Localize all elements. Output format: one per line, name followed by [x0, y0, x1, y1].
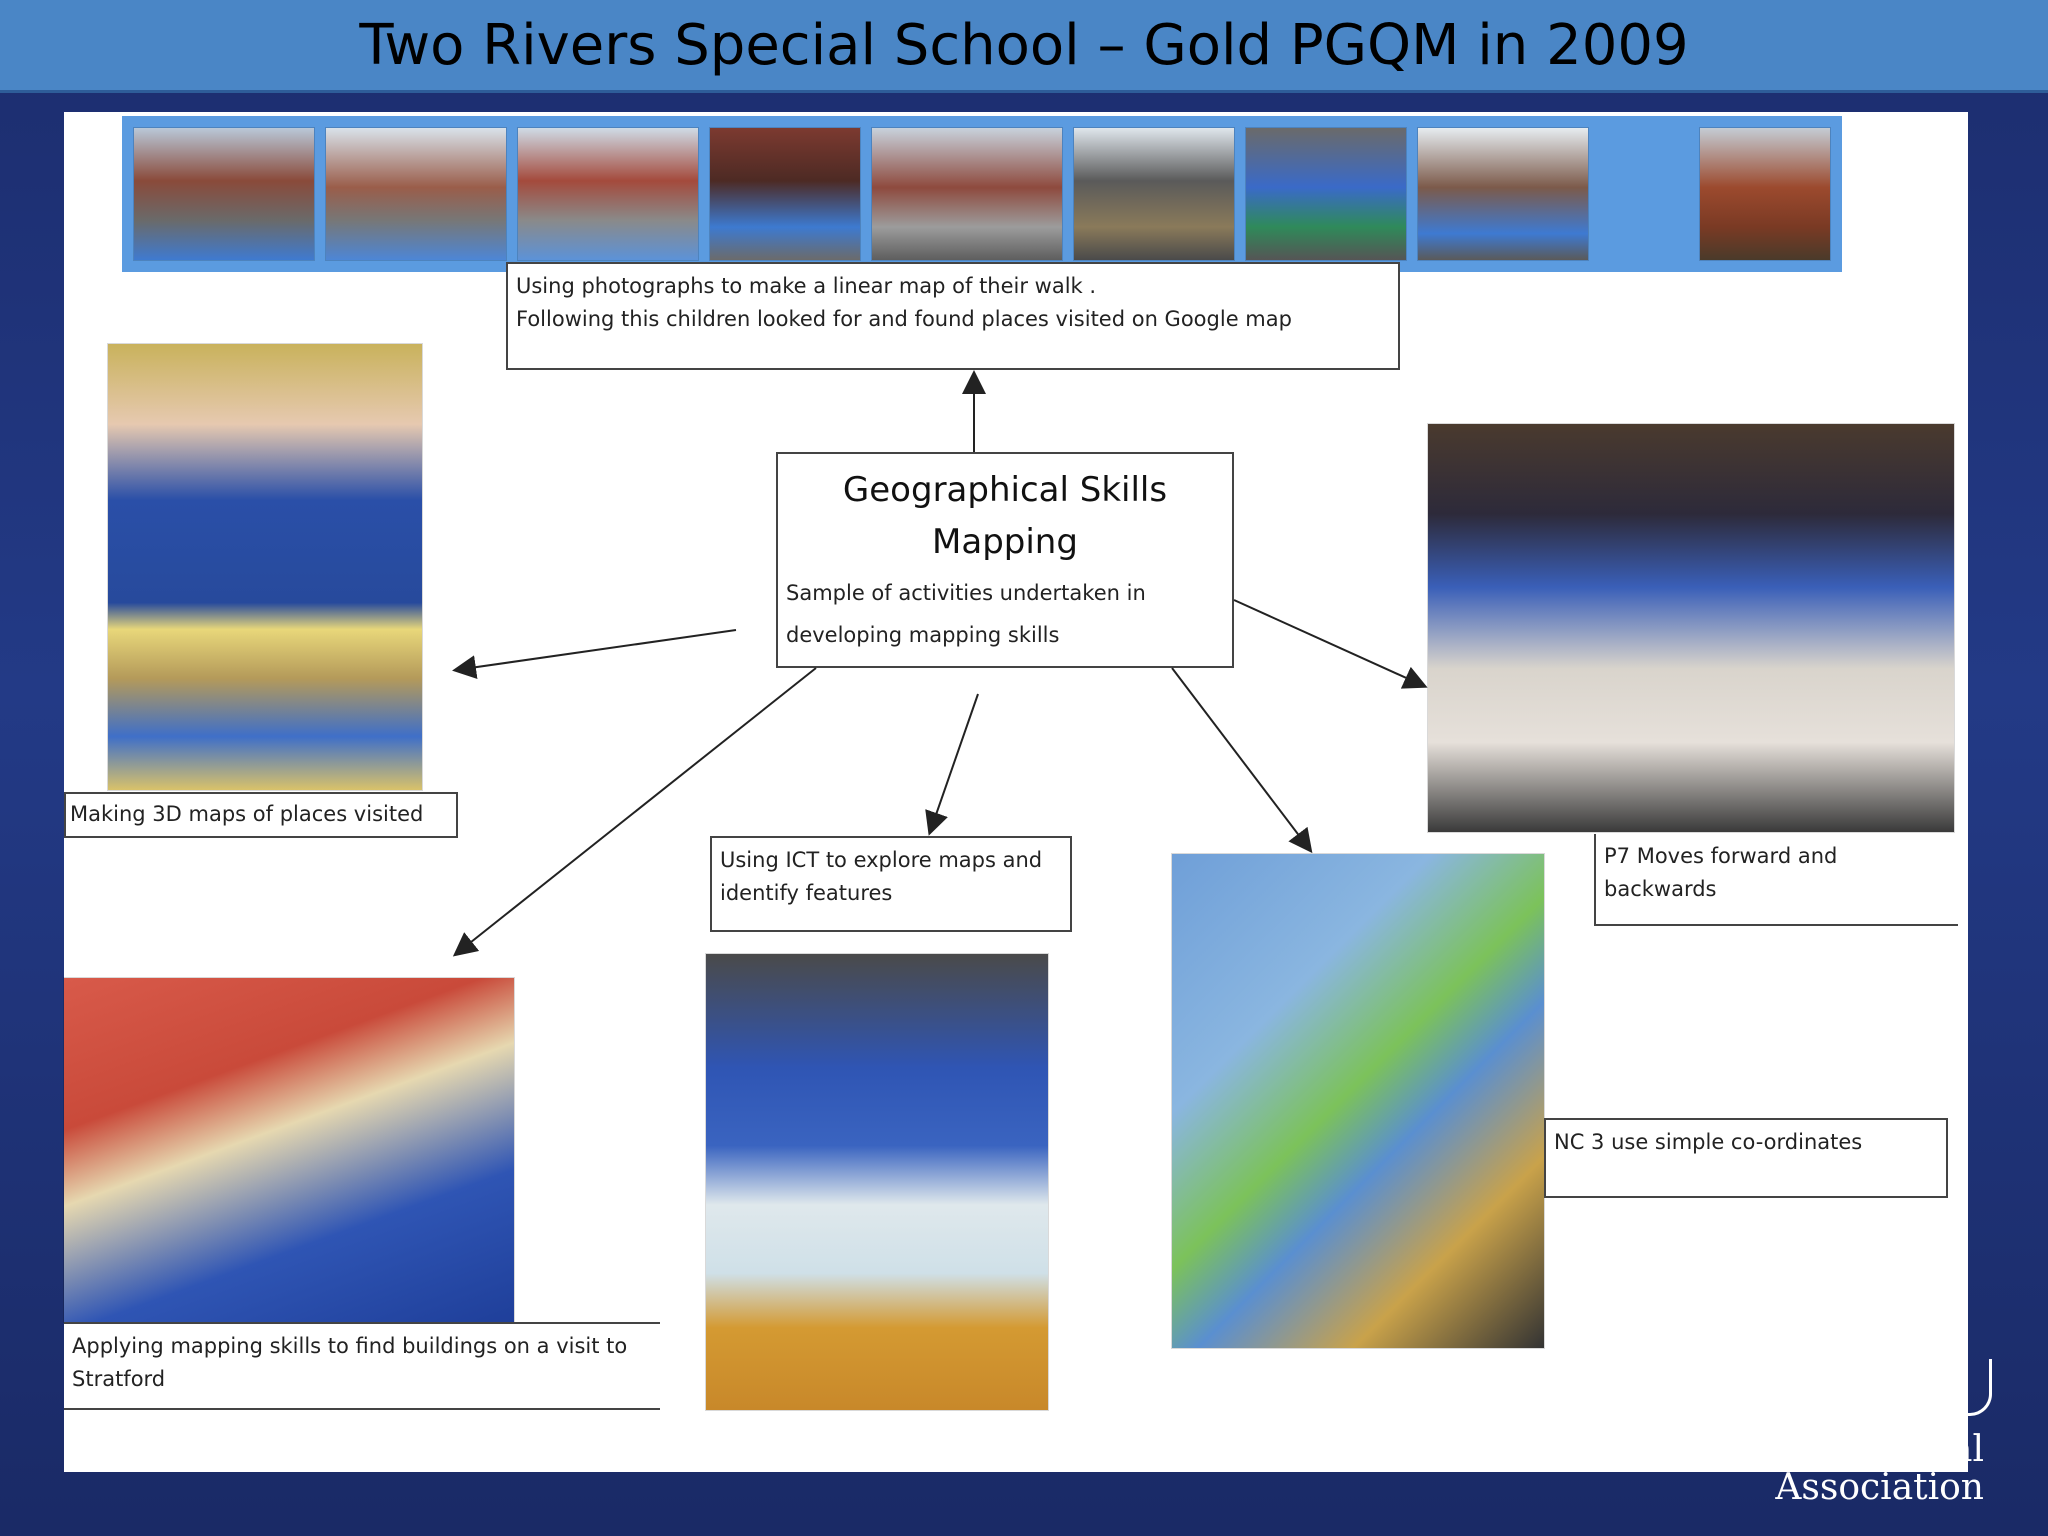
title-bar: [0, 0, 2048, 93]
linear-map-note-line2: Following this children looked for and found places visited on Google map: [516, 307, 1292, 331]
coordinates-note-text: NC 3 use simple co-ordinates: [1554, 1130, 1863, 1154]
slide-title: Two Rivers Special School – Gold PGQM in 2009: [359, 12, 1689, 78]
logo-line2: Association: [1775, 1467, 1984, 1508]
association-logo: [1775, 1429, 1984, 1508]
center-title-line2: Mapping: [932, 522, 1078, 562]
ict-note-line1: Using ICT to explore maps and: [720, 848, 1043, 872]
arrow-to-whiteboard: [1172, 668, 1310, 850]
arrow-to-ict: [930, 694, 978, 832]
center-title-line1: Geographical Skills: [842, 470, 1168, 510]
linear-map-note-line1: Using photographs to make a linear map of their walk .: [516, 274, 1097, 298]
ict-note-line2: identify features: [720, 881, 893, 905]
center-subtitle-line2: developing mapping skills: [786, 623, 1060, 647]
arrow-to-stratford: [456, 668, 816, 954]
p7-note-line2: backwards: [1604, 877, 1717, 901]
connector-arrows: [64, 112, 1968, 1472]
arrow-to-floor-robot: [1234, 600, 1424, 686]
association-logo-mark: [1942, 1359, 1992, 1416]
stratford-note-line2: Stratford: [72, 1367, 166, 1391]
center-subtitle-line1: Sample of activities undertaken in: [786, 581, 1146, 605]
stratford-note-line1: Applying mapping skills to find buildings on a visit to: [72, 1334, 628, 1358]
3d-map-note-text: Making 3D maps of places visited: [70, 802, 424, 826]
arrow-to-3d-map: [456, 630, 736, 670]
poster-page: [64, 112, 1968, 1472]
p7-note-line1: P7 Moves forward and: [1604, 844, 1838, 868]
logo-line1: al: [1951, 1429, 1984, 1470]
